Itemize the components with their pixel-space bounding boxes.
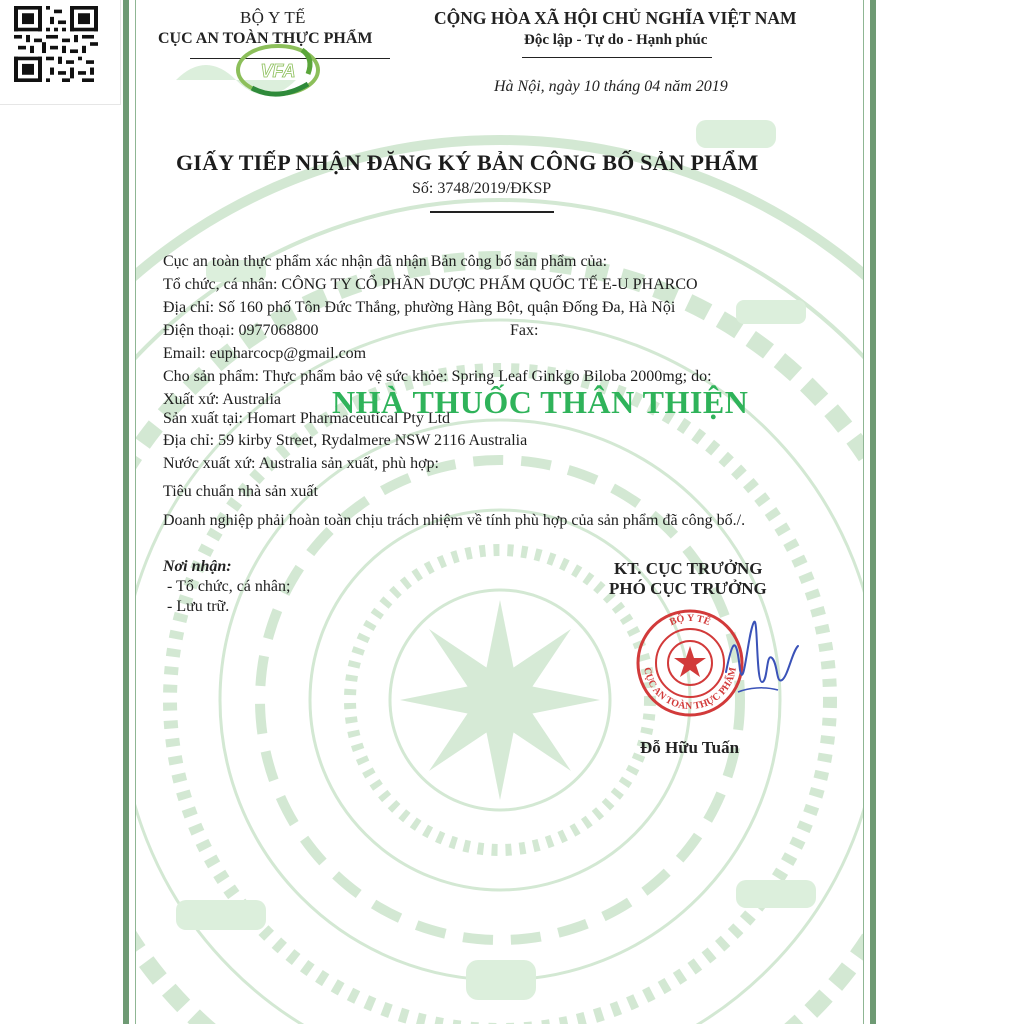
body-product: Cho sản phẩm: Thực phẩm bảo vệ sức khỏe: Spring Leaf Ginkgo Biloba 2000mg; do: <box>163 368 712 385</box>
vfa-logo-icon <box>232 40 324 100</box>
issue-date: Hà Nội, ngày 10 tháng 04 năm 2019 <box>494 78 728 95</box>
recipient-item-organization: - Tổ chức, cá nhân; <box>167 578 291 595</box>
body-email: Email: eupharcocp@gmail.com <box>163 345 367 362</box>
qr-divider-bottom <box>0 104 121 105</box>
pharmacy-watermark: NHÀ THUỐC THÂN THIỆN <box>332 384 749 420</box>
body-origin: Xuất xứ: Australia <box>163 391 281 408</box>
body-address: Địa chỉ: Số 160 phố Tôn Đức Thắng, phường Hàng Bột, quận Đống Đa, Hà Nội <box>163 299 676 316</box>
qr-code-icon <box>14 6 98 82</box>
body-organization: Tổ chức, cá nhân: CÔNG TY CỔ PHẦN DƯỢC PHẨM QUỐC TẾ E-U PHARCO <box>163 276 698 293</box>
svg-text:CỤC AN TOÀN THỰC PHẨM: CỤC AN TOÀN THỰC PHẨM <box>641 666 739 713</box>
document-number: Số: 3748/2019/ĐKSP <box>412 180 552 197</box>
signer-role-deputy: PHÓ CỤC TRƯỞNG <box>609 579 767 598</box>
svg-text:BỘ Y TẾ: BỘ Y TẾ <box>668 612 712 629</box>
body-responsibility: Doanh nghiệp phải hoàn toàn chịu trách nhiệm về tính phù hợp của sản phẩm đã công bố./. <box>163 512 746 529</box>
document-title: GIẤY TIẾP NHẬN ĐĂNG KÝ BẢN CÔNG BỐ SẢN PHẨM <box>176 150 759 175</box>
body-manufacturer-address: Địa chỉ: 59 kirby Street, Rydalmere NSW 2116 Australia <box>163 432 528 449</box>
national-motto: Độc lập - Tự do - Hạnh phúc <box>524 32 708 48</box>
body-manufacturer: Sản xuất tại: Homart Pharmaceutical Pty Ltd <box>163 410 451 427</box>
body-fax: Fax: <box>510 322 539 339</box>
qr-divider <box>120 0 121 104</box>
ministry-name: BỘ Y TẾ <box>240 8 306 27</box>
country-name: CỘNG HÒA XÃ HỘI CHỦ NGHĨA VIỆT NAM <box>434 8 797 28</box>
signature-icon <box>718 612 808 708</box>
svg-text:VFA: VFA <box>260 61 296 81</box>
body-intro: Cục an toàn thực phẩm xác nhận đã nhận Bản công bố sản phẩm của: <box>163 253 608 270</box>
recipients-heading: Nơi nhận: <box>163 558 232 575</box>
motto-underline <box>522 57 712 58</box>
body-phone: Điện thoại: 0977068800 <box>163 322 319 339</box>
recipient-item-archive: - Lưu trữ. <box>167 598 230 615</box>
agency-name: CỤC AN TOÀN THỰC PHẨM <box>158 30 373 47</box>
signer-name: Đỗ Hữu Tuấn <box>640 738 740 757</box>
title-underline <box>430 211 554 213</box>
body-export-country: Nước xuất xứ: Australia sản xuất, phù hợp: <box>163 455 439 472</box>
signer-role-primary: KT. CỤC TRƯỞNG <box>614 559 763 578</box>
body-standard: Tiêu chuẩn nhà sản xuất <box>163 483 318 500</box>
